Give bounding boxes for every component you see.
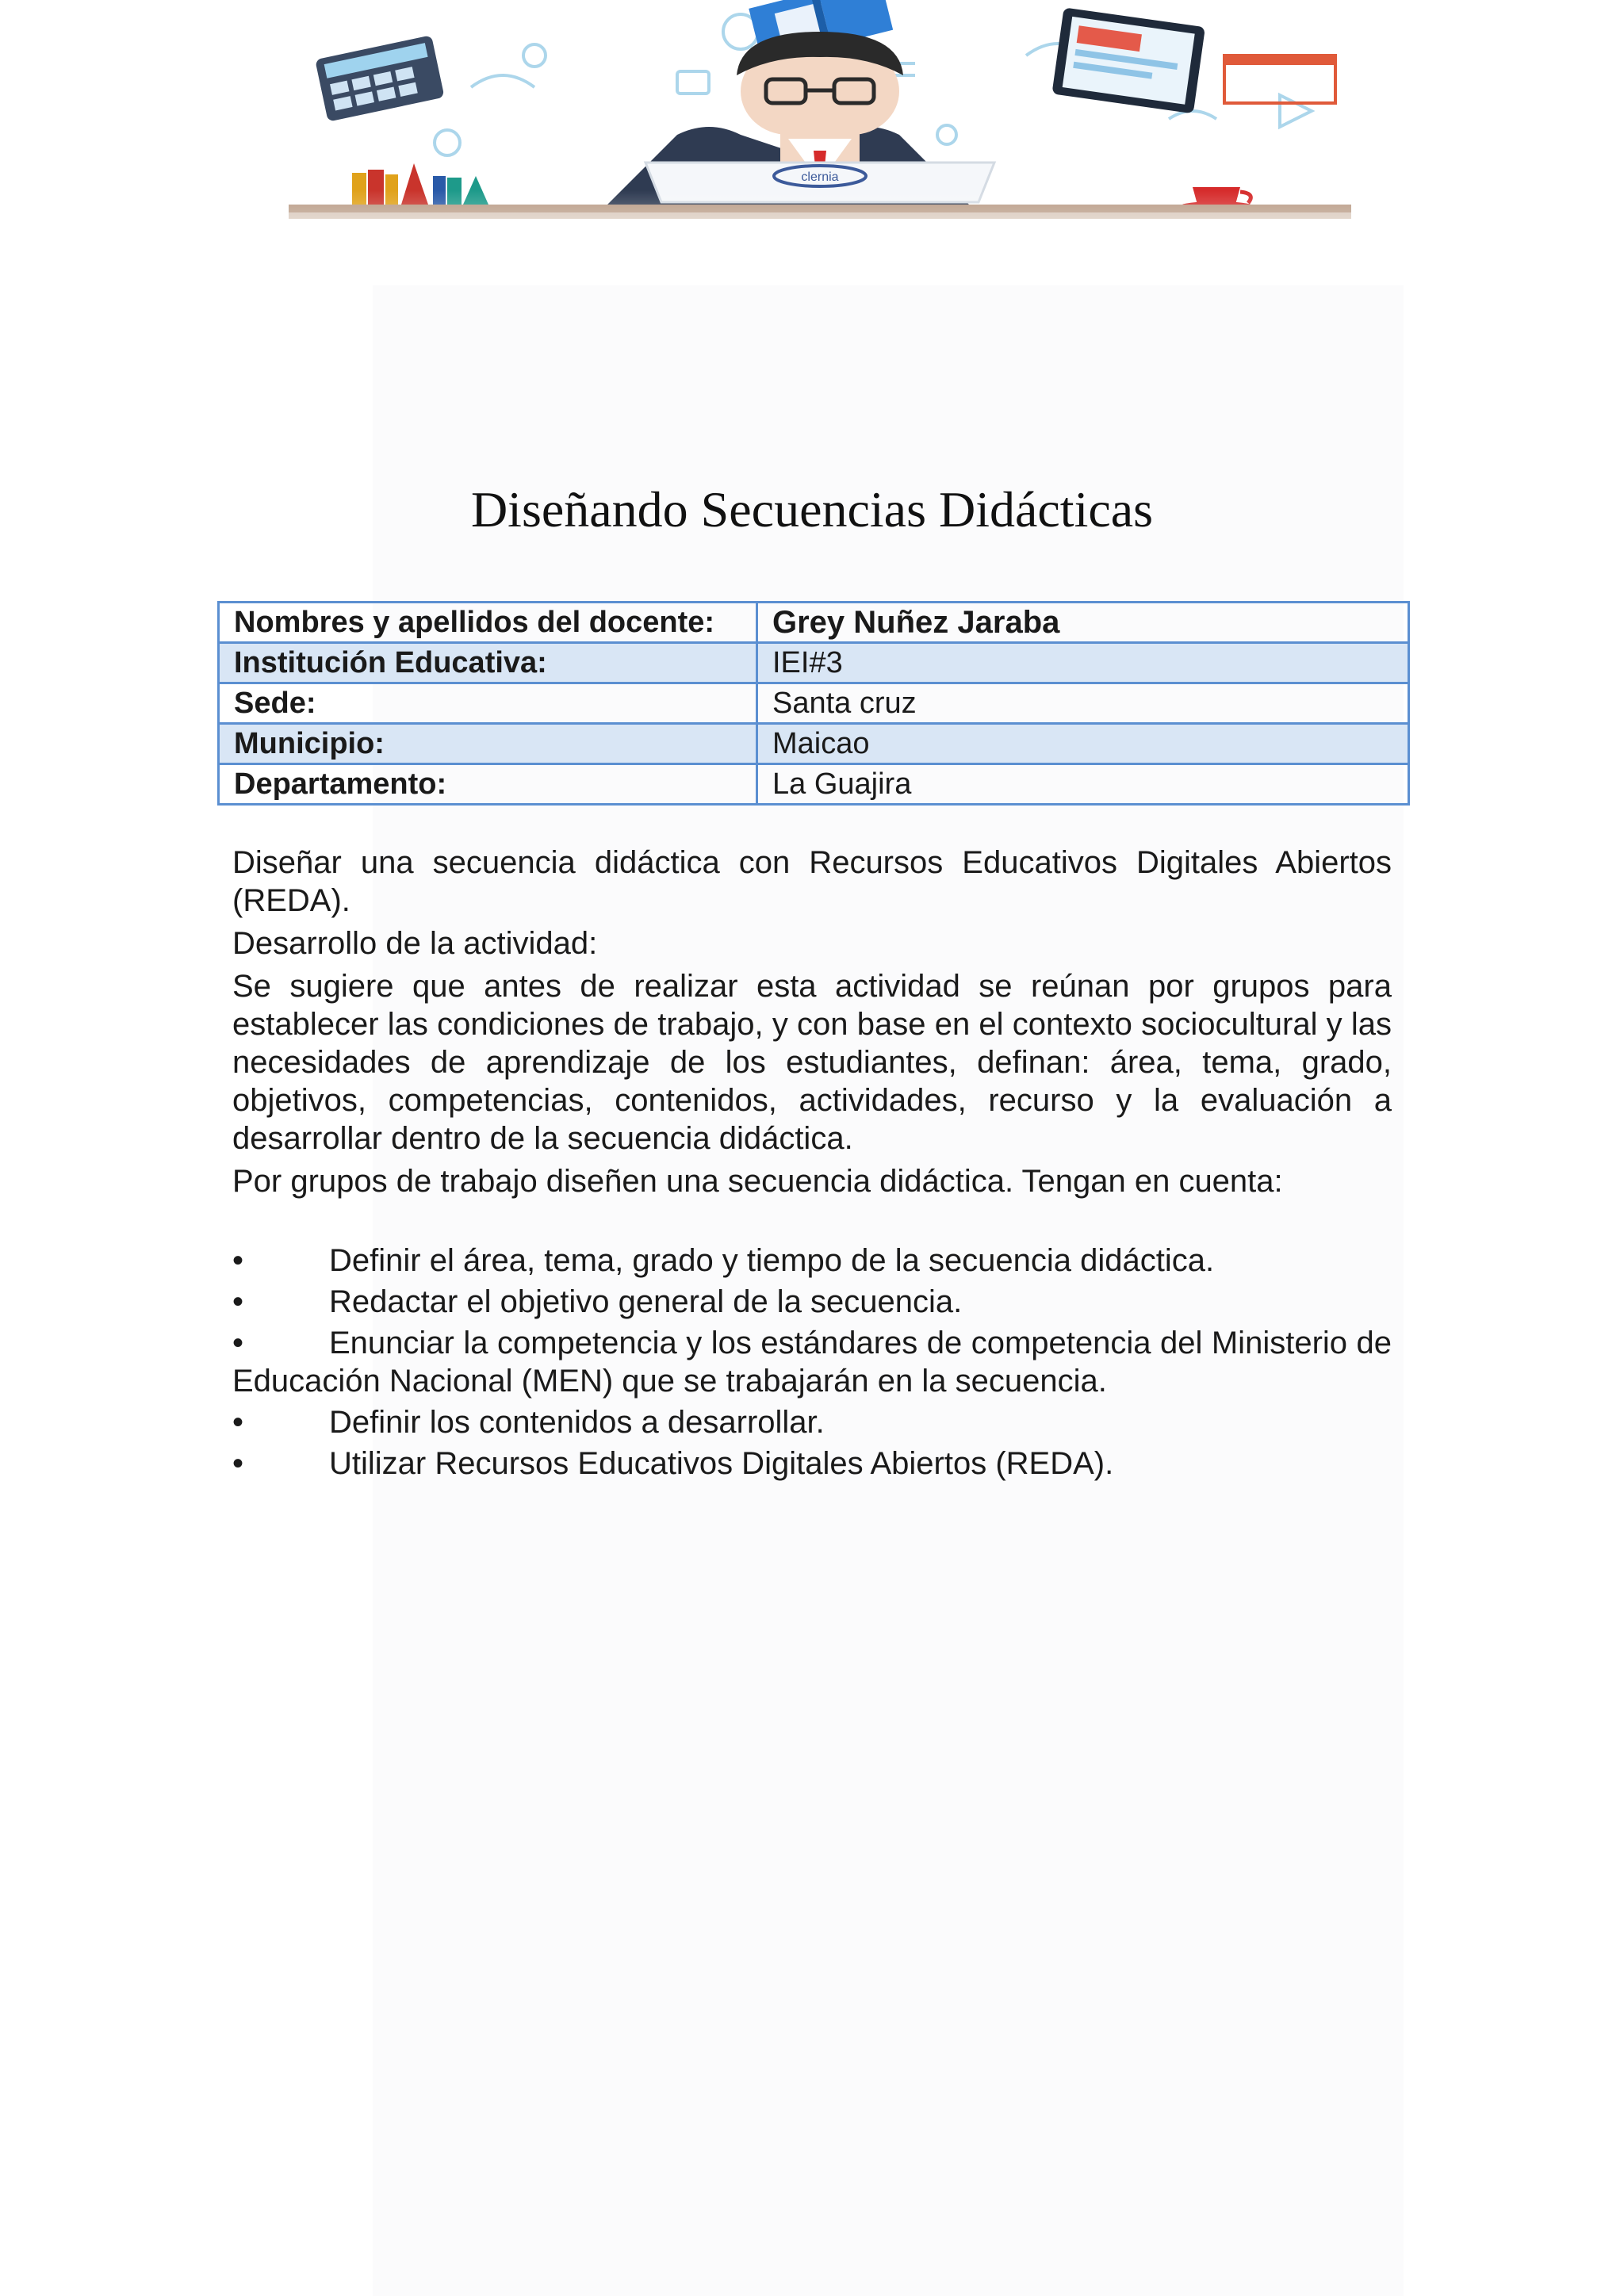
institution-value: IEI#3 [757,643,1409,683]
bullet-icon: • [232,1326,244,1360]
list-item-text: Definir los contenidos a desarrollar. [329,1405,825,1440]
table-row [219,724,1409,764]
development-paragraph: Se sugiere que antes de realizar esta actividad se reúnan por grupos para establecer las condiciones de trabajo, y con base en el contexto sociocultural y las necesidades de aprendizaje de los estudiantes, definan: área, tema, grado, objetivos, competencias, contenidos, actividades, recurso y la evaluación a desarrollar dentro de la secuencia didáctica. [232,969,1392,1156]
list-item [232,1283,1392,1321]
list-item [232,1324,1392,1400]
table-row [219,683,1409,724]
list-item-text: Redactar el objetivo general de la secuencia. [329,1284,963,1319]
list-item-text: Definir el área, tema, grado y tiempo de la secuencia didáctica. [329,1243,1215,1278]
task-list [232,1242,1392,1483]
table-row [219,643,1409,683]
bullet-icon: • [232,1243,244,1278]
table-row [219,764,1409,805]
bullet-icon: • [232,1284,244,1319]
campus-value: Santa cruz [757,683,1409,724]
municipality-value: Maicao [757,724,1409,764]
table-row [219,603,1409,643]
list-item-text: Utilizar Recursos Educativos Digitales Abiertos (REDA). [329,1446,1114,1481]
municipality-label: Municipio: [219,724,757,764]
department-label: Departamento: [219,764,757,805]
campus-label: Sede: [219,683,757,724]
svg-text:clernia: clernia [801,170,839,184]
bullet-icon: • [232,1446,244,1481]
list-item [232,1403,1392,1441]
teacher-info-table [217,601,1410,806]
page-title: Diseñando Secuencias Didácticas [470,481,1154,538]
development-heading: Desarrollo de la actividad: [232,926,598,961]
list-item [232,1242,1392,1280]
list-item [232,1445,1392,1483]
bullet-icon: • [232,1405,244,1440]
teacher-name-value: Grey Nuñez Jaraba [757,603,1409,643]
department-value: La Guajira [757,764,1409,805]
activity-description [232,844,1392,1486]
objective-paragraph: Diseñar una secuencia didáctica con Recursos Educativos Digitales Abiertos (REDA). [232,845,1392,918]
teacher-name-label: Nombres y apellidos del docente: [219,603,757,643]
instructions-paragraph: Por grupos de trabajo diseñen una secuencia didáctica. Tengan en cuenta: [232,1164,1283,1199]
list-item-text: Enunciar la competencia y los estándares de competencia del Ministerio de Educación Nacional (MEN) que se trabajarán en la secuencia. [232,1326,1392,1399]
header-illustration [233,0,1407,285]
institution-label: Institución Educativa: [219,643,757,683]
